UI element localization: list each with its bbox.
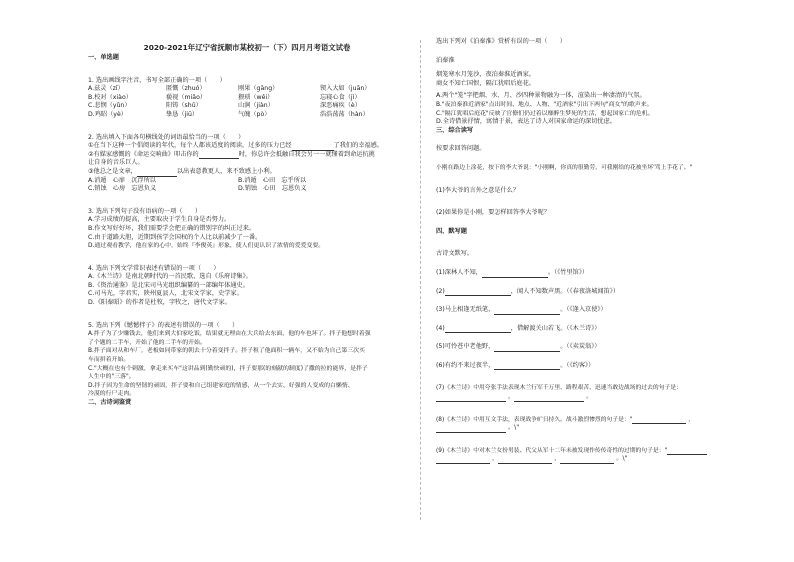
q2-line: ②有媒家感慨的《命运交响曲》叩击你的 时，你总许会抵触自我会另一一就懂着到命运抗挑	[88, 150, 375, 158]
q1-option-cell: 深恶痛疾（è）	[320, 102, 361, 110]
q1-option-cell: 山涧（jiàn）	[238, 102, 274, 110]
q2-option-row: A.消遁 心扉 沉浮所以 B.消遁 心田 忘乎所以	[88, 176, 307, 184]
q8-long-item: (7)《木兰诗》中用夸张手法表现木兰行军千万里、路程艰苦、迅速当敢边战场的过去的句子是：	[436, 385, 682, 392]
question-stem: 3. 选出下列句子没有语病的一项（ ）	[88, 207, 202, 215]
answer-blank[interactable]	[436, 426, 506, 433]
question-stem: 5. 选出下列《憾憾拌子》的表述有错误的一项（ ）	[88, 321, 239, 329]
q5-option-line: C."大概在也有个刺激，拿走来买车"这讲品到(勤快顽的)，拌子要那(的刻献的制度)了撒的拉的能界，是拌子	[88, 365, 368, 372]
answer-blank[interactable]	[560, 457, 614, 464]
q5-option-line: B.拌子面对从和车厂，老板如同带家的朝去十分着变拌子。拌子租了他面积一辆车，又不始为自己第三次买	[88, 348, 365, 355]
q6-option: B."夜泊秦淮近酒家"点出时间、地点、人物、"近酒家"引出下两句"商女"的歌声来。	[436, 101, 653, 108]
q1-option-cell: 气魄（pò）	[238, 110, 271, 118]
q4-option: C.司马光，字君实，陕州夏县人，北宋文学家，史学家。	[88, 290, 243, 298]
q1-option-row	[88, 111, 406, 120]
answer-blank[interactable]	[445, 326, 511, 333]
recitation-item: (2) ，闻人不知数声黑。（《春夜洛城闻笛》）	[436, 287, 620, 295]
q1-option-cell: 挚恳（jiū）	[166, 110, 199, 118]
q3-option: C.由于道路大胆，近期到孩学会国权的个人比以前减少了一番。	[88, 233, 262, 241]
q1-option-cell: 猥琐（wěi）	[238, 93, 274, 101]
q1-option-cell: 藐视（miǎo）	[166, 93, 207, 101]
column-divider	[420, 40, 421, 520]
q5-options	[88, 330, 406, 399]
q6-option: D.全诗借景抒情，寓情于景，表达了诗人对国家命运的深切忧虑。	[436, 118, 616, 126]
q3-option: A.学习成绩的提高，主要取决于学生自身是否努力。	[88, 216, 231, 224]
answer-blank[interactable]	[494, 308, 560, 315]
recitation-item: (6)有约不来过夜半， 。（《约客》）	[436, 361, 595, 369]
q3-option: B.作文写好好坏，我们需要学会把正确的错别字的纠正过来。	[88, 224, 256, 232]
q1-option-cell: A.兹灵（zī）	[88, 85, 124, 93]
answer-blank[interactable]	[514, 395, 584, 402]
q8-long-answer: 。\"	[436, 424, 754, 433]
section-heading: 一、单选题	[88, 54, 119, 61]
q8-long-answer: ， 。	[436, 393, 754, 402]
q1-option-cell: 刚果（gāng）	[238, 85, 279, 93]
left-column	[88, 0, 406, 408]
q1-option-cell: 浩浩荡荡（hàn）	[320, 110, 369, 118]
q1-option-row	[88, 85, 406, 94]
right-column	[436, 0, 754, 464]
q2-line: ①在当下这种一个倡阅读的年代，每个人都该适度的阅读，过多的压力已经 了我们的幸福感。	[88, 142, 384, 150]
answer-blank[interactable]	[436, 457, 490, 464]
poem-line: 商女不知亡国恨，隔江犹唱后庭花。	[436, 79, 535, 87]
q4-option: B.《资治通鉴》是北宋司马光组织编纂的一部编年体通史。	[88, 281, 249, 289]
q1-option-cell: C.悲悯（yǔn）	[88, 102, 131, 110]
answer-blank[interactable]	[498, 457, 552, 464]
q8-long-item: (8)《木兰诗》中用互文手法，表现战争旷日持久。战斗激烈惨烈的句子是：" ，	[436, 416, 695, 423]
q5-option-line: 了个题的二手车，开始了他的二手车的开始。	[88, 339, 206, 346]
q1-option-cell: 忘寝心食（jì）	[320, 93, 361, 101]
q8-items	[436, 269, 754, 371]
q6-option: A.两个"笼"字把烟、水、月、沙四种景物融为一体，渲染出一种凄清的气氛。	[436, 92, 646, 100]
answer-blank[interactable]	[482, 271, 548, 278]
q8-long-answer: ， ， 。\"	[436, 455, 754, 464]
q5-option-line: D.拌子因为生命的坚韧的顽固，拌子要和自己组建家庭的情感，从一个去实、好强的人变成的白懒惰、	[88, 382, 354, 389]
q2-line: ③他总之是文章， 以出表意教更人，来不致感上小利。	[88, 167, 276, 175]
q1-option-cell: 锲入大如（juān）	[320, 85, 371, 93]
q3-option: D.通过观看教学，他在家的心中，始终『李俊英』形象，使人们更认识了浓情的爱爱变要。	[88, 243, 325, 250]
recitation-item: (3)马上相逢无纸笔， 。（《逢入京使》）	[436, 306, 607, 314]
section-heading: 四、默写题	[436, 227, 467, 235]
answer-blank[interactable]	[632, 417, 686, 424]
answer-blank[interactable]	[445, 289, 511, 296]
question-stem: 2. 选出填入下面各句横线处的词语最恰当的一项（ ）	[88, 133, 245, 141]
q5-option-line: 车而拼着开始。	[88, 357, 130, 364]
q4-option: D.《阳秦昭》的作者是杜牧，字牧之，唐代文学家。	[88, 299, 231, 307]
q4-option: A.《木兰诗》是南北朝时代的一首民歌，选自《乐府诗集》。	[88, 273, 252, 281]
q2-option-row: C.销蚀 心房 忘恩负义 D.销蚀 心田 忘恩负义	[88, 185, 307, 193]
q1-option-cell: 阳铸（shǔ）	[166, 102, 202, 110]
q1-option-cell: B.校对（xiào）	[88, 93, 132, 101]
q6-option: C."隔江犹唱后庭花"反映了官僚们仍过着以靡醉生梦死的生活，想起国家亡的危机。	[436, 110, 654, 117]
section-heading: 三、综合读写	[436, 126, 474, 134]
q2-line: 让自身的音乐巨人。	[88, 159, 144, 167]
question-stem: 1. 选出画线字注音，书写全部正确的一项（ ）	[88, 76, 226, 84]
section-heading: 二、古诗词鉴赏	[88, 399, 132, 406]
q1-option-row	[88, 102, 406, 111]
question-stem: 4. 选出下列文学常识表述有错误的一项（ ）	[88, 264, 220, 272]
q5-option-line: 人生中的"三落"。	[88, 374, 135, 381]
answer-blank[interactable]	[494, 363, 560, 370]
question-stem: 选出下列对《泊秦淮》赏析有误的一项（ ）	[436, 38, 566, 45]
answer-blank[interactable]	[494, 345, 560, 352]
q7-subquestion: (1)李大爷的言外之意是什么？	[436, 186, 520, 194]
q5-option-line: 冷漠的行尸走肉。	[88, 391, 136, 398]
recitation-item: (4) ，借解渡关山若飞。（《木兰诗》）	[436, 324, 601, 332]
q7-context: 小刚在路边上涂花，按下的李大爷说："小刚啊，你真的很勤劳，可我刚给的花被坐坏'骂上手花了。"	[436, 164, 693, 171]
answer-blank[interactable]	[667, 448, 707, 455]
poem-title: 泊秦淮	[436, 56, 455, 64]
q1-option-cell: D.鸡昭（yè）	[88, 110, 127, 118]
q7-subquestion: (2)如果你是小刚，要怎样回答李大爷呢？	[436, 209, 550, 217]
exam-title: 2020-2021年辽宁省抚顺市某校初一（下）四月月考语文试卷	[143, 43, 351, 52]
answer-blank[interactable]	[436, 395, 506, 402]
recitation-item: (1)深林人不知， 。（《竹里馆》）	[436, 268, 589, 276]
q8-long-item: (9)《木兰诗》中对木兰女扮男装、代父从军十二年未被发现作传传奇性的过期的句子是："	[436, 447, 754, 456]
q1-options	[88, 85, 406, 119]
question-stem: 按要求回答问题。	[436, 145, 486, 153]
recitation-item: (5)可怜苍中老他野， 。（《卖炭翁》）	[436, 343, 601, 351]
q1-option-cell: 匿慨（zhuó）	[166, 85, 206, 93]
question-stem: 古诗文默写。	[436, 250, 474, 258]
q5-option-line: A.拌子为了少赚钱去，他们来到大伯家吃饭，结果就无理由在大兵给去东面，他的车也坏了。拌子他想时着强	[88, 331, 371, 338]
poem-line: 烟笼寒水月笼沙，夜泊秦淮近酒家。	[436, 71, 535, 79]
